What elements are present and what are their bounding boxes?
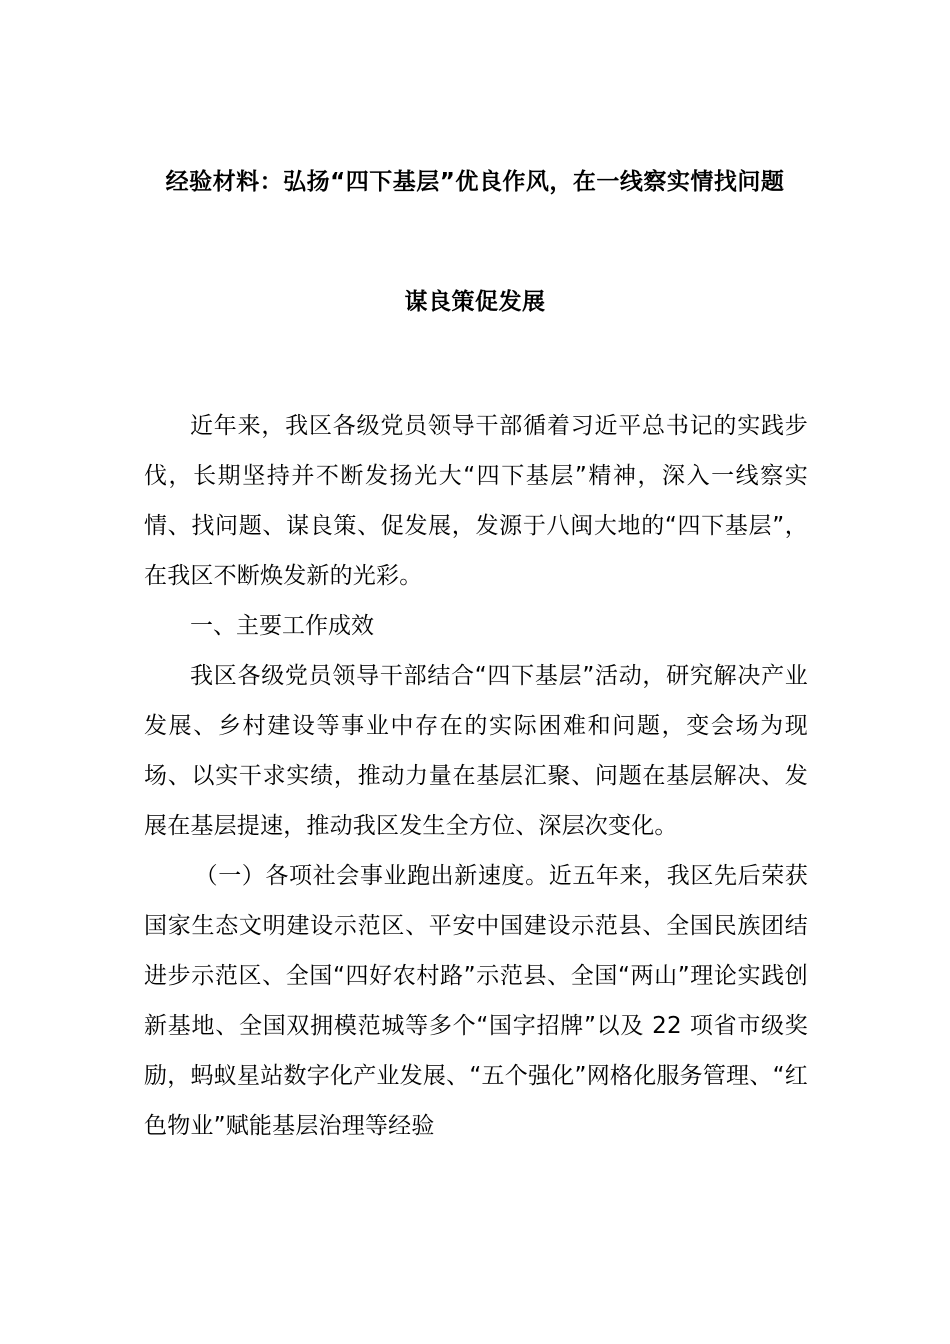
document-title-line-2: 谋良策促发展 xyxy=(404,289,546,315)
document-body xyxy=(144,401,808,1151)
document-title-line-1: 经验材料：弘扬“四下基层”优良作风，在一线察实情找问题 xyxy=(165,169,785,195)
paragraph-results-summary: 我区各级党员领导干部结合“四下基层”活动，研究解决产业发展、乡村建设等事业中存在的实际困难和问题，变会场为现场、以实干求实绩，推动力量在基层汇聚、问题在基层解决、发展在基层提速，推动我区发生全方位、深层次变化。 xyxy=(144,663,808,839)
paragraph-social-undertakings: （一）各项社会事业跑出新速度。近五年来，我区先后荣获国家生态文明建设示范区、平安中国建设示范县、全国民族团结进步示范区、全国“四好农村路”示范县、全国“两山”理论实践创新基地、全国双拥模范城等多个“国字招牌”以及 22 项省市级奖励，蚂蚁星站数字化产业发展、“五个强化”网格化服务管理、“红色物业”赋能基层治理等经验 xyxy=(144,863,808,1139)
paragraph-intro: 近年来，我区各级党员领导干部循着习近平总书记的实践步伐，长期坚持并不断发扬光大“四下基层”精神，深入一线察实情、找问题、谋良策、促发展，发源于八闽大地的“四下基层”，在我区不断焕发新的光彩。 xyxy=(144,413,808,589)
section-heading-main-results: 一、主要工作成效 xyxy=(190,613,374,639)
